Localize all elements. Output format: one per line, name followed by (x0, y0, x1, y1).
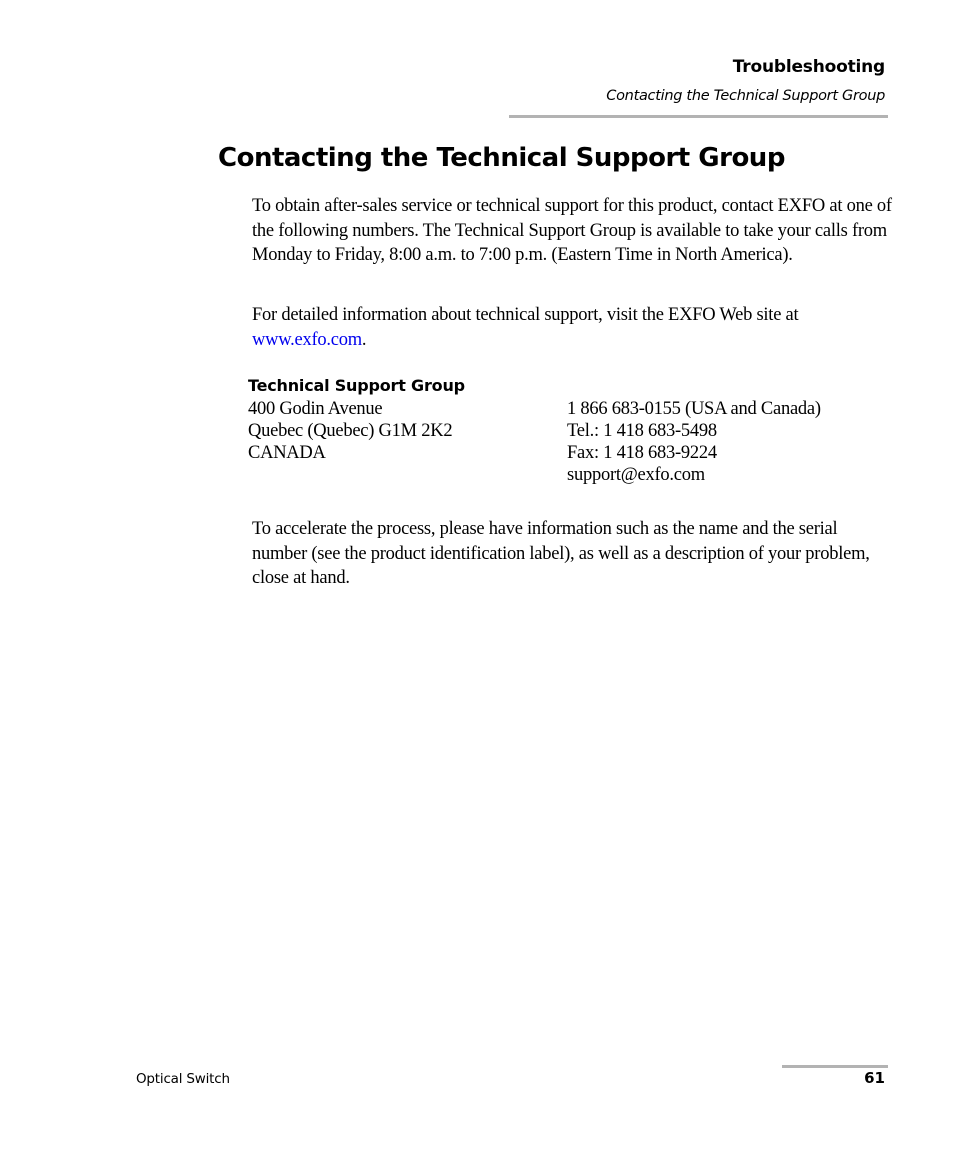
address-line-street: 400 Godin Avenue (248, 399, 383, 419)
footer-rule (782, 1065, 888, 1068)
fax-number: Fax: 1 418 683-9224 (567, 443, 717, 463)
phone-block (567, 398, 821, 486)
address-line-country: CANADA (248, 443, 326, 463)
website-period: . (361, 329, 367, 350)
closing-paragraph: To accelerate the process, please have information such as the name and the serial number (see the product identification label), as well as a description of your problem, close at hand. (252, 519, 870, 588)
website-text: For detailed information about technical support, visit the EXFO Web site at (252, 305, 799, 325)
support-email: support@exfo.com (567, 465, 705, 485)
tel-number: Tel.: 1 418 683-5498 (567, 421, 717, 441)
page-number: 61 (864, 1069, 885, 1087)
address-block (248, 398, 452, 464)
intro-paragraph: To obtain after-sales service or technical support for this product, contact EXFO at one of the following numbers. The Technical Support Group is available to take your calls from Monday to Friday, 8:00 a.m. to 7:00 p.m. (Eastern Time in North America). (252, 196, 892, 265)
contact-heading: Technical Support Group (248, 376, 465, 395)
running-header-section: Troubleshooting (732, 57, 885, 77)
address-line-city: Quebec (Quebec) G1M 2K2 (248, 421, 453, 441)
page-title: Contacting the Technical Support Group (218, 143, 785, 173)
toll-free-number: 1 866 683-0155 (USA and Canada) (567, 399, 821, 419)
exfo-website-link[interactable]: www.exfo.com (252, 329, 362, 350)
running-header-subsection: Contacting the Technical Support Group (606, 88, 885, 104)
footer-product-name: Optical Switch (136, 1071, 230, 1087)
header-rule (509, 115, 888, 118)
website-paragraph (252, 303, 892, 352)
